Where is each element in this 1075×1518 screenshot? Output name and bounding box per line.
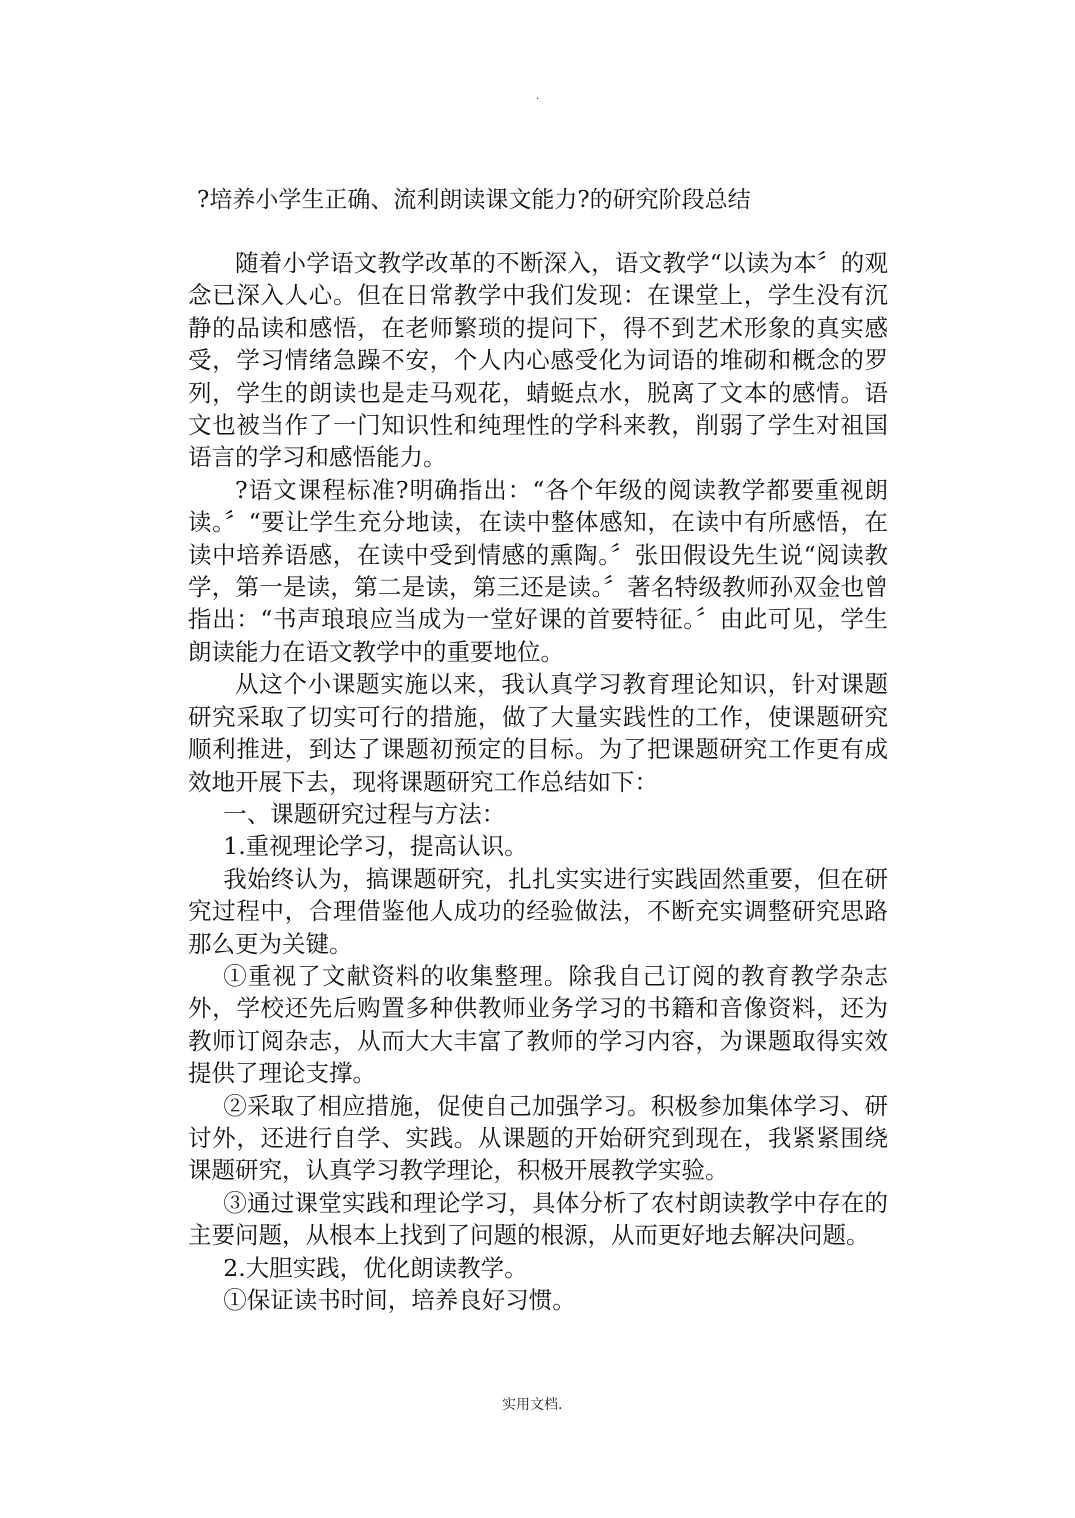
list-item-literature: ①重视了文献资料的收集整理。除我自己订阅的教育教学杂志外，学校还先后购置多种供教师业务学习的书籍和音像资料，还为教师订阅杂志，从而大大丰富了教师的学习内容，为课题取得实效提供了理论支撑。 [188,961,888,1088]
document-title: ?培养小学生正确、流利朗读课文能力?的研究阶段总结 [197,187,751,213]
paragraph-curriculum-standard: ?语文课程标准?明确指出：“各个年级的阅读教学都要重视朗读。〞“要让学生充分地读，在读中整体感知，在读中有所感悟，在读中培养语感，在读中受到情感的熏陶。〞张田假设先生说“阅读教学，第一是读，第二是读，第三还是读。〞著名特级教师孙双金也曾指出：“书声琅琅应当成为一堂好课的首要特征。〞由此可见，学生朗读能力在语文教学中的重要地位。 [188,475,888,666]
paragraph-theory-belief: 我始终认为，搞课题研究，扎扎实实进行实践固然重要，但在研究过程中，合理借鉴他人成功的经验做法，不断充实调整研究思路那么更为关键。 [188,864,888,958]
page-footer: 实用文档. [502,1397,563,1413]
list-item-measures: ②采取了相应措施，促使自己加强学习。积极参加集体学习、研讨外，还进行自学、实践。从课题的开始研究到现在，我紧紧围绕课题研究，认真学习教学理论，积极开展教学实验。 [188,1091,888,1185]
document-body [188,247,888,1316]
subsection-heading-practice: 2.大胆实践，优化朗读教学。 [223,1253,528,1282]
list-item-reading-time: ①保证读书时间，培养良好习惯。 [223,1286,576,1314]
paragraph-implementation: 从这个小课题实施以来，我认真学习教育理论知识，针对课题研究采取了切实可行的措施，做了大量实践性的工作，使课题研究顺利推进，到达了课题初预定的目标。为了把课题研究工作更有成效地开展下去，现将课题研究工作总结如下： [188,670,888,796]
subsection-heading-theory: 1.重视理论学习，提高认识。 [223,832,528,861]
header-mark: . [536,91,540,102]
paragraph-intro: 随着小学语文教学改革的不断深入，语文教学“以读为本〞的观念已深入人心。但在日常教学中我们发现：在课堂上，学生没有沉静的品读和感悟，在老师繁琐的提问下，得不到艺术形象的真实感受，学习情绪急躁不安，个人内心感受化为词语的堆砌和概念的罗列，学生的朗读也是走马观花，蜻蜓点水，脱离了文本的感情。语文也被当作了一门知识性和纯理性的学科来教，削弱了学生对祖国语言的学习和感悟能力。 [188,249,888,472]
list-item-analysis: ③通过课堂实践和理论学习，具体分析了农村朗读教学中存在的主要问题，从根本上找到了问题的根源，从而更好地去解决问题。 [188,1188,888,1250]
section-heading-process: 一、课题研究过程与方法： [223,799,506,828]
